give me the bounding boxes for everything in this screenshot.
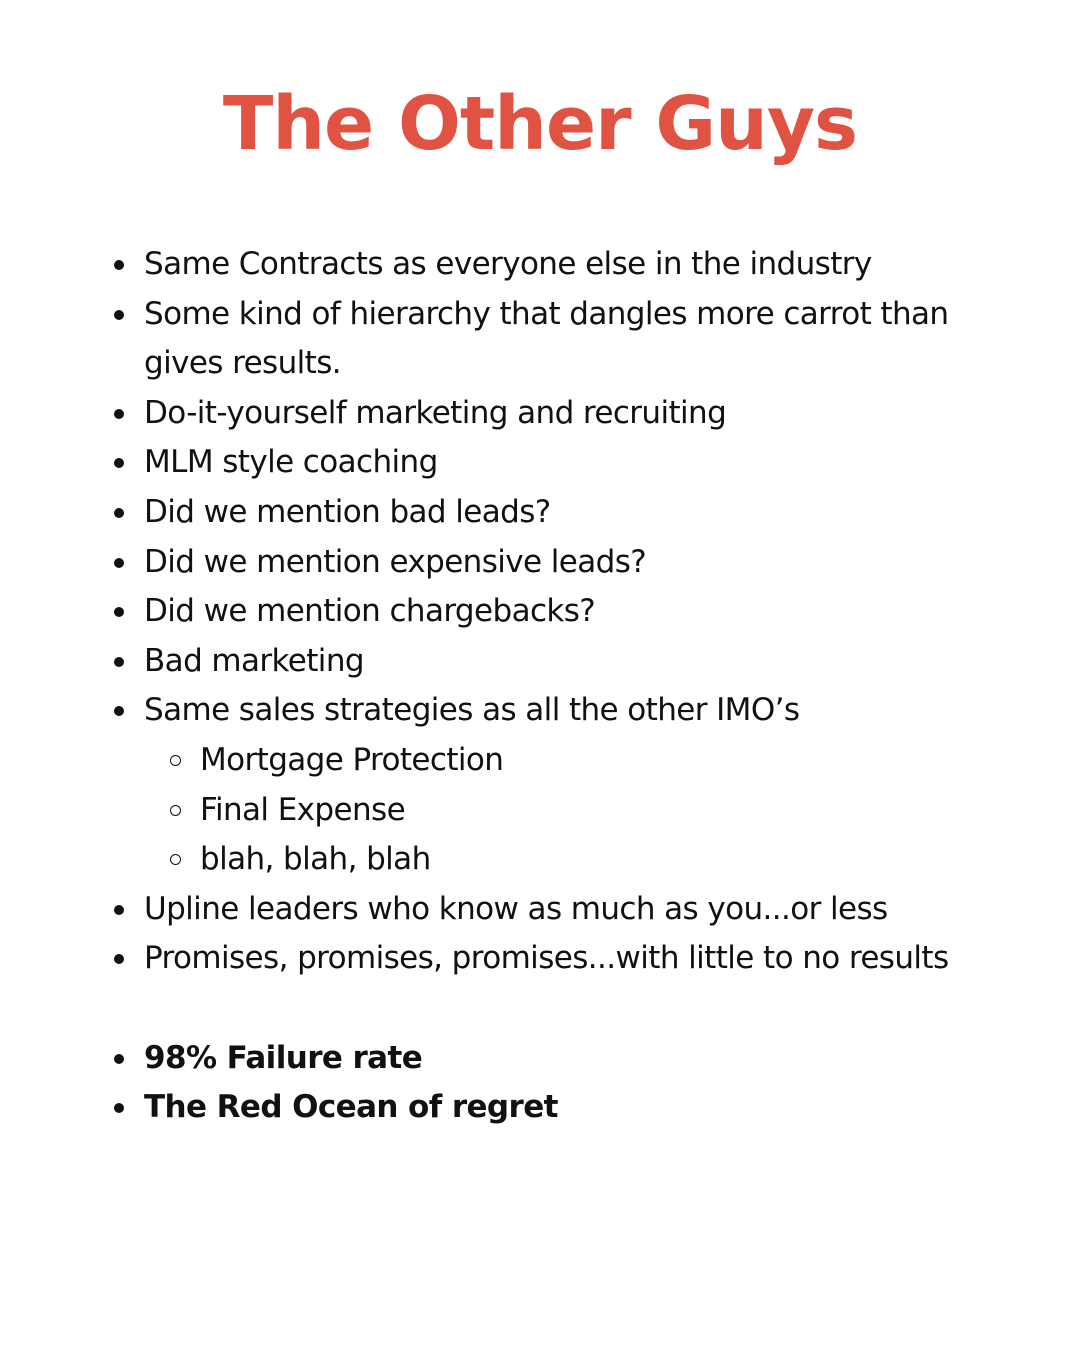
list-item-chargebacks: [144, 587, 1044, 637]
list-item-promises: [144, 934, 1044, 984]
list-item-text: MLM style coaching: [144, 444, 438, 481]
sub-list-item-text: Mortgage Protection: [200, 741, 504, 778]
list-item-red-ocean: [144, 1083, 1044, 1133]
list-item-bad-leads: [144, 488, 1044, 538]
list-item-mlm-coaching: [144, 438, 1044, 488]
list-item-upline-leaders: [144, 885, 1044, 935]
sub-list: [144, 736, 1044, 885]
list-item-diy-marketing: [144, 389, 1044, 439]
list-item-contracts: [144, 240, 1044, 290]
sub-list-item-final-expense: [200, 786, 1044, 836]
list-item-text: Do-it-yourself marketing and recruiting: [144, 394, 727, 431]
list-item-text: Did we mention expensive leads?: [144, 543, 647, 580]
list-item-hierarchy: [144, 290, 1044, 389]
list-item-text: Upline leaders who know as much as you...or less: [144, 890, 888, 927]
sub-list-item-text: Final Expense: [200, 791, 406, 828]
list-item-text: Did we mention bad leads?: [144, 493, 551, 530]
list-item-text: Bad marketing: [144, 642, 364, 679]
list-item-bad-marketing: [144, 637, 1044, 687]
page-title: The Other Guys: [222, 81, 858, 167]
list-item-text: Promises, promises, promises...with little to no results: [144, 940, 949, 977]
list-item-expensive-leads: [144, 538, 1044, 588]
sub-list-item-blah: [200, 835, 1044, 885]
list-item-text-continued: gives results.: [144, 345, 342, 382]
list-item-text: Same Contracts as everyone else in the industry: [144, 246, 872, 282]
list-item-text: 98% Failure rate: [144, 1039, 423, 1076]
sub-list-item-mortgage: [200, 736, 1044, 786]
list-item-text: Did we mention chargebacks?: [144, 593, 596, 630]
list-item-text: The Red Ocean of regret: [144, 1089, 558, 1126]
list-item-text: Same sales strategies as all the other IMO’s: [144, 692, 800, 729]
comparison-list: [144, 240, 1044, 1133]
list-item-sales-strategies: [144, 686, 1044, 884]
sub-list-item-text: blah, blah, blah: [200, 841, 431, 878]
list-item-failure-rate: [144, 1034, 1044, 1084]
list-item-text: Some kind of hierarchy that dangles more carrot than: [144, 295, 949, 332]
